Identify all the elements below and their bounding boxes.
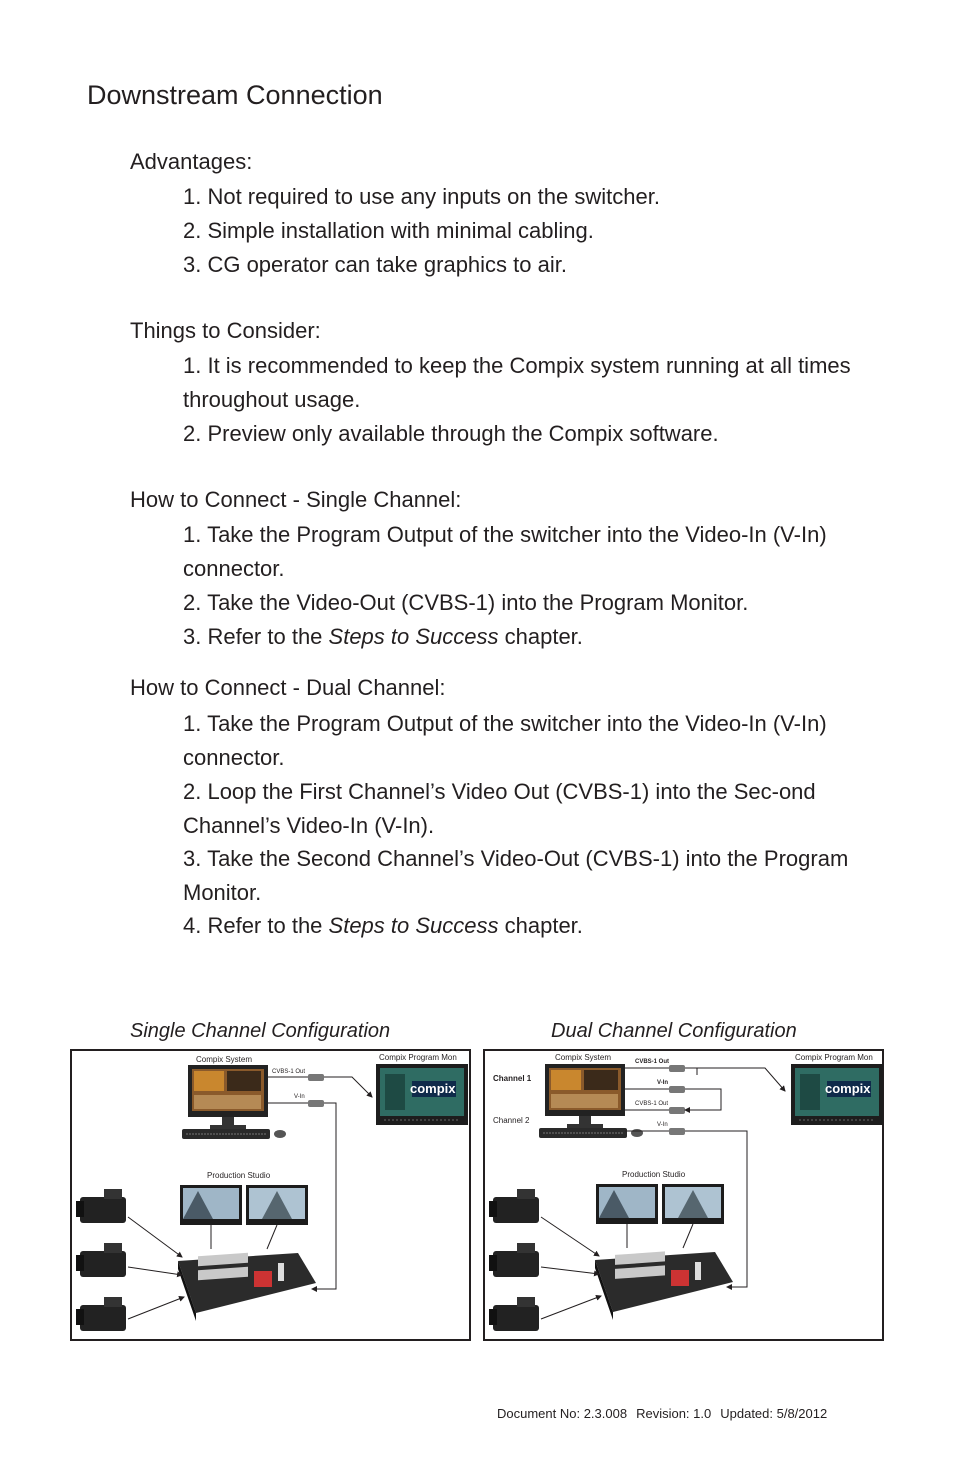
mouse-icon [274, 1130, 286, 1138]
compix-logo: compix [410, 1081, 456, 1096]
cvbs-out-label: CVBS-1 Out [272, 1069, 306, 1075]
compix-logo: compix [825, 1081, 871, 1096]
program-monitor-label: Compix Program Mon [379, 1053, 457, 1062]
studio-monitor [246, 1185, 308, 1225]
dual-channel-diagram [483, 1049, 884, 1341]
compix-system-monitor [188, 1065, 268, 1129]
document-footer [497, 1406, 836, 1421]
cvbs-out-2-connector [669, 1107, 685, 1114]
v-in-2-label: V-In [657, 1122, 668, 1128]
video-switcher [595, 1251, 733, 1320]
updated-date: Updated: 5/8/2012 [720, 1406, 828, 1421]
cvbs-out-2-label: CVBS-1 Out [635, 1101, 669, 1107]
single-diagram-caption: Single Channel Configuration [130, 1020, 391, 1042]
studio-monitor [662, 1184, 724, 1224]
advantage-item: 3. CG operator can take graphics to air. [183, 252, 567, 277]
camera-icon [489, 1189, 539, 1223]
revision: Revision: 1.0 [636, 1406, 712, 1421]
v-in-2-connector [669, 1128, 685, 1135]
production-studio-label: Production Studio [207, 1171, 271, 1180]
program-monitor [791, 1064, 883, 1125]
advantages-heading: Advantages: [130, 149, 253, 174]
cvbs-out-connector [308, 1074, 324, 1081]
consider-heading: Things to Consider: [130, 318, 321, 343]
page-title: Downstream Connection [87, 80, 383, 110]
single-heading: How to Connect - Single Channel: [130, 487, 462, 512]
step-text: chapter. [498, 624, 583, 649]
step-text: 3. Refer to the [183, 624, 329, 649]
consider-item: 1. It is recommended to keep the Compix system running at all times throughout usage. [183, 353, 851, 412]
camera-icon [489, 1297, 539, 1331]
steps-to-success-ref: Steps to Success [328, 913, 499, 938]
advantage-item: 2. Simple installation with minimal cabling. [183, 218, 594, 243]
consider-item: 2. Preview only available through the Compix software. [183, 421, 719, 446]
video-switcher [178, 1253, 316, 1321]
advantage-item: 1. Not required to use any inputs on the switcher. [183, 184, 660, 209]
cvbs-out-1-label: CVBS-1 Out [635, 1059, 670, 1065]
dual-step: 1. Take the Program Output of the switcher into the Video-In (V-In) connector. [183, 711, 827, 770]
channel-2-label: Channel 2 [493, 1116, 530, 1125]
camera-icon [76, 1243, 126, 1277]
v-in-connector [308, 1100, 324, 1107]
channel-1-label: Channel 1 [493, 1074, 532, 1083]
camera-icon [489, 1243, 539, 1277]
single-step: 2. Take the Video-Out (CVBS-1) into the Program Monitor. [183, 590, 749, 615]
step-text: 4. Refer to the [183, 913, 329, 938]
compix-system-monitor [545, 1064, 625, 1128]
dual-step: 3. Take the Second Channel’s Video-Out (CVBS-1) into the Program Monitor. [183, 846, 849, 905]
single-step: 1. Take the Program Output of the switcher into the Video-In (V-In) connector. [183, 522, 827, 581]
dual-heading: How to Connect - Dual Channel: [130, 675, 446, 700]
steps-to-success-ref: Steps to Success [328, 624, 499, 649]
production-studio-label: Production Studio [622, 1170, 686, 1179]
keyboard-icon [182, 1129, 270, 1139]
document-number: Document No: 2.3.008 [497, 1406, 628, 1421]
camera-icon [76, 1297, 126, 1331]
single-channel-diagram [70, 1049, 471, 1341]
dual-step: 2. Loop the First Channel’s Video Out (CVBS-1) into the Sec-ond Channel’s Video-In (V-In). [183, 779, 816, 838]
compix-system-label: Compix System [555, 1053, 612, 1062]
single-step [183, 620, 863, 654]
step-text: chapter. [498, 913, 583, 938]
keyboard-icon [539, 1128, 627, 1138]
dual-diagram-caption: Dual Channel Configuration [551, 1020, 797, 1042]
v-in-1-label: V-In [657, 1080, 669, 1086]
program-monitor [376, 1064, 468, 1125]
dual-step [183, 909, 863, 943]
mouse-icon [631, 1129, 643, 1137]
studio-monitor [180, 1185, 242, 1225]
v-in-label: V-In [294, 1094, 305, 1100]
program-monitor-label: Compix Program Mon [795, 1053, 873, 1062]
cvbs-out-1-connector [669, 1065, 685, 1072]
compix-system-label: Compix System [196, 1055, 253, 1064]
studio-monitor [596, 1184, 658, 1224]
v-in-1-connector [669, 1086, 685, 1093]
camera-icon [76, 1189, 126, 1223]
